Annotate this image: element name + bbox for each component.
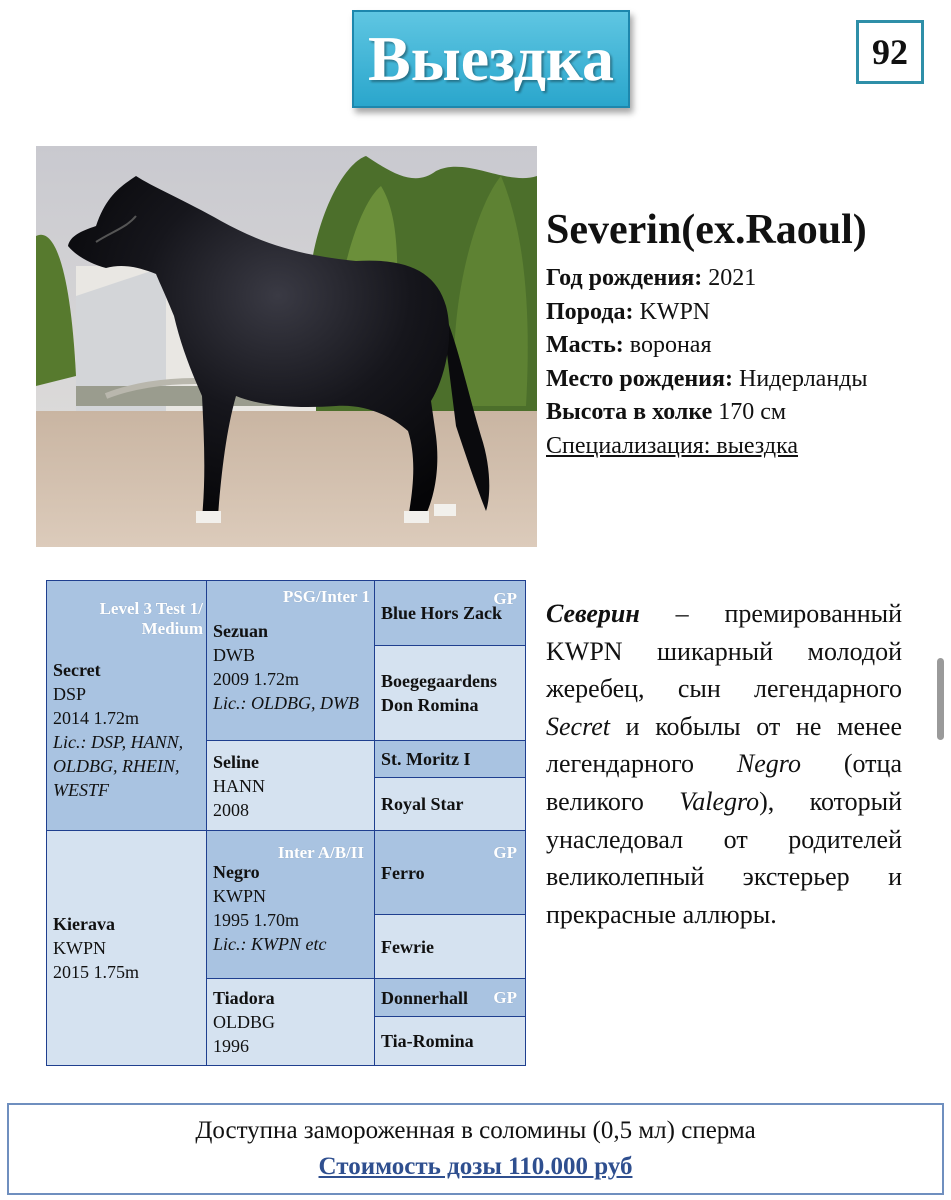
dam-dam-breed: OLDBG <box>213 1012 275 1032</box>
pedigree-gen3-6 <box>375 915 526 979</box>
description-part-4: ), который унаследовал от родителей великолепный экстерьер и прекрасные аллюры. <box>546 786 902 929</box>
pedigree-sire-sire <box>207 581 375 741</box>
horse-photo <box>36 146 537 547</box>
birth-year-row <box>546 262 946 296</box>
pedigree-gen3-3 <box>375 741 526 778</box>
horse-description <box>546 595 902 933</box>
height-row <box>546 396 946 430</box>
dam-sire-name: Negro <box>213 861 260 882</box>
price-text: Стоимость дозы 110.000 руб <box>318 1153 633 1180</box>
horse-name: Severin(ex.Raoul) <box>546 207 867 253</box>
pedigree-dam-sire <box>207 831 375 979</box>
title-banner <box>352 10 630 108</box>
pedigree-gen3-7 <box>375 979 526 1017</box>
gen3-4-name: Royal Star <box>381 794 464 814</box>
gen3-1-name: Blue Hors Zack <box>381 603 503 623</box>
pedigree-gen3-5 <box>375 831 526 915</box>
height-label: Высота в холке <box>546 399 713 426</box>
description-negro: Negro <box>736 749 801 779</box>
sire-sire-info: 2009 1.72m <box>213 668 300 689</box>
breed-row <box>546 296 946 330</box>
gen3-7-level: GP <box>493 988 517 1007</box>
page-number: 92 <box>856 20 924 84</box>
breed-label: Порода: <box>546 298 634 325</box>
sire-info: 2014 1.72m <box>53 707 140 728</box>
dam-dam-info: 1996 <box>213 1036 249 1056</box>
description-lead: Северин <box>546 599 640 628</box>
birth-year-value: 2021 <box>708 265 757 291</box>
pedigree-gen3-1 <box>375 581 526 646</box>
dam-info: 2015 1.75m <box>53 962 140 982</box>
gen3-8-name: Tia-Romina <box>381 1031 474 1051</box>
color-label: Масть: <box>546 332 624 359</box>
birth-year-label: Год рождения: <box>546 265 703 291</box>
pedigree-sire <box>47 581 207 831</box>
pedigree-dam <box>47 831 207 1066</box>
pedigree-table <box>46 580 526 1066</box>
dam-sire-level: Inter A/B/II <box>277 843 364 862</box>
dam-sire-breed: KWPN <box>213 885 266 906</box>
dam-name: Kierava <box>53 914 115 934</box>
birthplace-row <box>546 363 946 397</box>
height-value: 170 см <box>718 399 787 426</box>
description-part-3: (отца великого <box>546 749 902 816</box>
gen3-5-level: GP <box>493 843 517 862</box>
pedigree-gen3-2 <box>375 646 526 741</box>
dam-sire-info: 1995 1.70m <box>213 909 300 930</box>
pedigree-gen3-8 <box>375 1017 526 1066</box>
footer-box <box>7 1103 944 1195</box>
sire-sire-name: Sezuan <box>213 620 269 641</box>
description-part-2: и кобылы от не менее легендарного <box>546 711 903 779</box>
specialization: Специализация: выездка <box>546 432 799 459</box>
pedigree-sire-dam <box>207 741 375 831</box>
description-part-1: премированный KWPN шикарный молодой жеребец, сын легендарного <box>546 599 902 704</box>
sire-dam-name: Seline <box>213 751 260 772</box>
color-row <box>546 329 946 363</box>
sire-dam-breed: HANN <box>213 775 265 796</box>
availability-text: Доступна замороженная в соломины (0,5 мл) сперма <box>195 1117 756 1144</box>
description-valegro: Valegro <box>679 786 760 816</box>
color-value: вороная <box>629 332 712 359</box>
gen3-7-name: Donnerhall <box>381 987 469 1008</box>
sire-name: Secret <box>53 659 101 680</box>
sire-sire-level: PSG/Inter 1 <box>282 587 370 606</box>
birthplace-label: Место рождения: <box>546 365 733 392</box>
sire-lic: Lic.: DSP, HANN, OLDBG, RHEIN, WESTF <box>53 731 184 800</box>
pedigree-gen3-4 <box>375 778 526 831</box>
sire-level: Level 3 Test 1/ Medium <box>99 599 203 638</box>
gen3-3-name: St. Moritz I <box>381 749 471 769</box>
gen3-2-name: Boegegaardens Don Romina <box>381 671 497 715</box>
dam-breed: KWPN <box>53 938 106 958</box>
page-title: Выездка <box>368 23 614 94</box>
sire-sire-breed: DWB <box>213 644 255 665</box>
dam-dam-name: Tiadora <box>213 988 275 1008</box>
sire-dam-info: 2008 <box>213 799 249 820</box>
sire-sire-lic: Lic.: OLDBG, DWB <box>213 692 359 713</box>
birthplace-value: Нидерланды <box>738 365 868 392</box>
description-secret: Secret <box>546 711 610 741</box>
sire-breed: DSP <box>53 683 87 704</box>
description-dash: – <box>675 599 689 628</box>
breed-value: KWPN <box>639 298 711 325</box>
horse-info <box>546 198 946 464</box>
dam-sire-lic: Lic.: KWPN etc <box>213 933 327 954</box>
pedigree-dam-dam <box>207 979 375 1066</box>
scrollbar-thumb[interactable] <box>937 658 944 740</box>
gen3-5-name: Ferro <box>381 862 425 883</box>
gen3-6-name: Fewrie <box>381 936 434 957</box>
gen3-1-level: GP <box>493 589 517 608</box>
